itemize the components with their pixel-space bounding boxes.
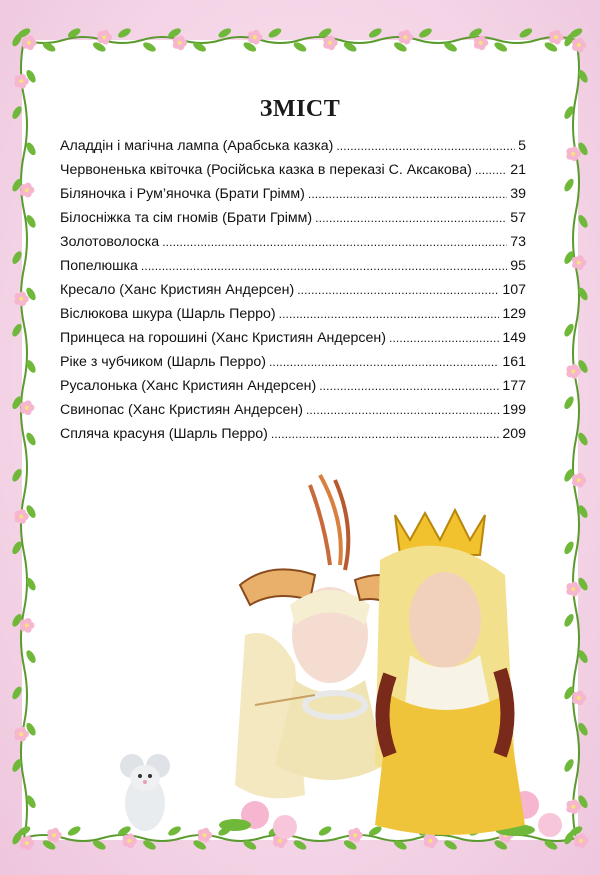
table-of-contents bbox=[60, 138, 526, 450]
toc-entry-page: 129 bbox=[502, 306, 526, 322]
dot-leader bbox=[279, 306, 500, 322]
dot-leader bbox=[319, 378, 499, 394]
dot-leader bbox=[475, 162, 507, 178]
toc-entry-title: Золотоволоска bbox=[60, 234, 160, 250]
toc-entry-page: 199 bbox=[502, 402, 526, 418]
toc-entry-page: 73 bbox=[510, 234, 526, 250]
toc-entry bbox=[60, 210, 526, 234]
toc-entry bbox=[60, 186, 526, 210]
dot-leader bbox=[162, 234, 507, 250]
toc-entry-title: Кресало (Ханс Кристиян Андерсен) bbox=[60, 282, 295, 298]
dot-leader bbox=[308, 186, 507, 202]
toc-entry-page: 39 bbox=[510, 186, 526, 202]
dot-leader bbox=[141, 258, 507, 274]
toc-entry-page: 161 bbox=[502, 354, 526, 370]
toc-entry bbox=[60, 378, 526, 402]
fairy-tale-illustration bbox=[215, 465, 575, 845]
toc-entry-page: 209 bbox=[502, 426, 526, 442]
toc-entry-title: Русалонька (Ханс Кристиян Андерсен) bbox=[60, 378, 317, 394]
toc-entry-page: 177 bbox=[502, 378, 526, 394]
dot-leader bbox=[271, 426, 499, 442]
toc-entry-page: 21 bbox=[510, 162, 526, 178]
toc-entry bbox=[60, 234, 526, 258]
toc-entry-title: Віслюкова шкура (Шарль Перро) bbox=[60, 306, 276, 322]
toc-entry bbox=[60, 258, 526, 282]
mouse-illustration bbox=[110, 748, 180, 838]
dot-leader bbox=[269, 354, 499, 370]
toc-entry bbox=[60, 330, 526, 354]
toc-entry-title: Ріке з чубчиком (Шарль Перро) bbox=[60, 354, 266, 370]
toc-entry-title: Біляночка і Рум’яночка (Брати Грімм) bbox=[60, 186, 305, 202]
toc-entry-page: 149 bbox=[502, 330, 526, 346]
toc-entry bbox=[60, 306, 526, 330]
toc-entry-page: 5 bbox=[518, 138, 526, 154]
dot-leader bbox=[389, 330, 499, 346]
toc-entry-title: Принцеса на горошині (Ханс Кристиян Андерсен) bbox=[60, 330, 386, 346]
dot-leader bbox=[297, 282, 499, 298]
page-title: ЗМІСТ bbox=[259, 96, 341, 122]
dot-leader bbox=[336, 138, 515, 154]
toc-entry bbox=[60, 354, 526, 378]
toc-entry-page: 57 bbox=[510, 210, 526, 226]
toc-entry-page: 95 bbox=[510, 258, 526, 274]
dot-leader bbox=[306, 402, 499, 418]
toc-entry bbox=[60, 282, 526, 306]
toc-entry bbox=[60, 138, 526, 162]
toc-entry-page: 107 bbox=[502, 282, 526, 298]
toc-entry bbox=[60, 162, 526, 186]
dot-leader bbox=[315, 210, 507, 226]
toc-entry-title: Аладдін і магічна лампа (Арабська казка) bbox=[60, 138, 334, 154]
toc-entry bbox=[60, 426, 526, 450]
toc-entry bbox=[60, 402, 526, 426]
toc-entry-title: Свинопас (Ханс Кристиян Андерсен) bbox=[60, 402, 303, 418]
toc-entry-title: Попелюшка bbox=[60, 258, 138, 274]
toc-entry-title: Червоненька квіточка (Російська казка в переказі С. Аксакова) bbox=[60, 162, 472, 178]
toc-entry-title: Білосніжка та сім гномів (Брати Грімм) bbox=[60, 210, 313, 226]
toc-entry-title: Спляча красуня (Шарль Перро) bbox=[60, 426, 268, 442]
